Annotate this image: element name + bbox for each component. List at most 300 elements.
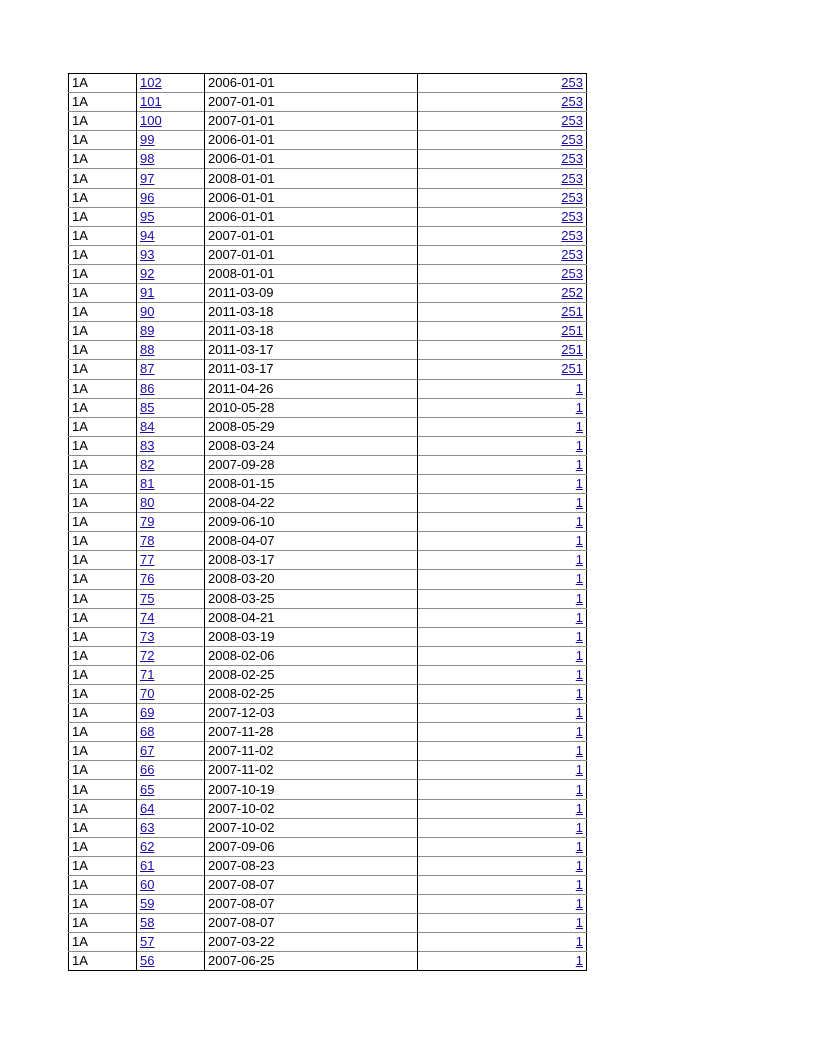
count-link[interactable]: 1: [575, 437, 583, 453]
id-cell: [137, 188, 205, 207]
id-link[interactable]: 67: [140, 743, 155, 759]
count-link[interactable]: 1: [575, 647, 583, 663]
id-link[interactable]: 70: [140, 686, 155, 702]
code-cell: 1A: [69, 665, 137, 684]
date-cell: 2007-11-02: [205, 742, 418, 761]
count-link[interactable]: 253: [561, 75, 583, 91]
count-link[interactable]: 1: [575, 380, 583, 396]
id-link[interactable]: 81: [140, 476, 155, 492]
count-cell: [418, 704, 587, 723]
count-cell: [418, 398, 587, 417]
count-link[interactable]: 253: [561, 151, 583, 167]
table-row: [69, 837, 587, 856]
code-cell: 1A: [69, 837, 137, 856]
count-link[interactable]: 1: [575, 495, 583, 511]
id-cell: [137, 761, 205, 780]
count-link[interactable]: 1: [575, 819, 583, 835]
id-cell: [137, 207, 205, 226]
count-cell: [418, 856, 587, 875]
id-link[interactable]: 100: [140, 113, 162, 129]
id-link[interactable]: 60: [140, 876, 155, 892]
count-link[interactable]: 253: [561, 170, 583, 186]
table-row: [69, 532, 587, 551]
count-cell: [418, 589, 587, 608]
table-row: [69, 933, 587, 952]
code-cell: 1A: [69, 513, 137, 532]
date-cell: 2011-03-17: [205, 341, 418, 360]
date-cell: 2007-10-02: [205, 799, 418, 818]
table-row: [69, 494, 587, 513]
code-cell: 1A: [69, 627, 137, 646]
count-cell: [418, 150, 587, 169]
count-cell: [418, 723, 587, 742]
code-cell: 1A: [69, 245, 137, 264]
date-cell: 2011-03-09: [205, 284, 418, 303]
table-row: [69, 818, 587, 837]
count-link[interactable]: 1: [575, 724, 583, 740]
table-row: [69, 150, 587, 169]
date-cell: 2008-03-25: [205, 589, 418, 608]
table-row: [69, 570, 587, 589]
id-link[interactable]: 74: [140, 609, 155, 625]
code-cell: 1A: [69, 608, 137, 627]
id-link[interactable]: 73: [140, 628, 155, 644]
id-link[interactable]: 69: [140, 705, 155, 721]
count-link[interactable]: 1: [575, 571, 583, 587]
date-cell: 2007-01-01: [205, 226, 418, 245]
count-cell: [418, 761, 587, 780]
code-cell: 1A: [69, 150, 137, 169]
id-cell: [137, 417, 205, 436]
id-link[interactable]: 95: [140, 208, 155, 224]
id-cell: [137, 93, 205, 112]
id-link[interactable]: 101: [140, 94, 162, 110]
table-row: [69, 761, 587, 780]
id-cell: [137, 818, 205, 837]
id-link[interactable]: 59: [140, 896, 155, 912]
count-link[interactable]: 1: [575, 476, 583, 492]
count-link[interactable]: 251: [561, 304, 583, 320]
id-cell: [137, 856, 205, 875]
date-cell: 2008-02-25: [205, 665, 418, 684]
id-link[interactable]: 97: [140, 170, 155, 186]
id-cell: [137, 646, 205, 665]
table-row: [69, 417, 587, 436]
date-cell: 2006-01-01: [205, 74, 418, 93]
date-cell: 2008-05-29: [205, 417, 418, 436]
date-cell: 2007-09-28: [205, 455, 418, 474]
date-cell: 2007-01-01: [205, 112, 418, 131]
code-cell: 1A: [69, 284, 137, 303]
id-cell: [137, 780, 205, 799]
id-cell: [137, 685, 205, 704]
code-cell: 1A: [69, 474, 137, 493]
count-cell: [418, 818, 587, 837]
id-link[interactable]: 58: [140, 915, 155, 931]
count-link[interactable]: 253: [561, 132, 583, 148]
code-cell: 1A: [69, 570, 137, 589]
count-cell: [418, 608, 587, 627]
table-row: [69, 207, 587, 226]
id-link[interactable]: 61: [140, 857, 155, 873]
date-cell: 2007-11-28: [205, 723, 418, 742]
count-cell: [418, 303, 587, 322]
id-cell: [137, 341, 205, 360]
id-cell: [137, 837, 205, 856]
table-row: [69, 551, 587, 570]
id-link[interactable]: 102: [140, 75, 162, 91]
id-cell: [137, 150, 205, 169]
id-link[interactable]: 63: [140, 819, 155, 835]
count-link[interactable]: 1: [575, 857, 583, 873]
id-cell: [137, 322, 205, 341]
count-cell: [418, 226, 587, 245]
id-link[interactable]: 77: [140, 552, 155, 568]
id-cell: [137, 131, 205, 150]
date-cell: 2008-02-06: [205, 646, 418, 665]
table-row: [69, 436, 587, 455]
count-link[interactable]: 1: [575, 628, 583, 644]
count-link[interactable]: 1: [575, 533, 583, 549]
id-cell: [137, 436, 205, 455]
code-cell: 1A: [69, 704, 137, 723]
date-cell: 2007-11-02: [205, 761, 418, 780]
count-cell: [418, 417, 587, 436]
count-cell: [418, 837, 587, 856]
id-cell: [137, 379, 205, 398]
table-row: [69, 112, 587, 131]
count-link[interactable]: 1: [575, 666, 583, 682]
id-link[interactable]: 64: [140, 800, 155, 816]
table-row: [69, 93, 587, 112]
table-row: [69, 398, 587, 417]
count-cell: [418, 207, 587, 226]
date-cell: 2006-01-01: [205, 207, 418, 226]
count-cell: [418, 914, 587, 933]
id-cell: [137, 799, 205, 818]
code-cell: 1A: [69, 856, 137, 875]
date-cell: 2008-01-15: [205, 474, 418, 493]
id-cell: [137, 914, 205, 933]
code-cell: 1A: [69, 169, 137, 188]
date-cell: 2010-05-28: [205, 398, 418, 417]
date-cell: 2008-04-07: [205, 532, 418, 551]
count-link[interactable]: 1: [575, 552, 583, 568]
count-cell: [418, 799, 587, 818]
code-cell: 1A: [69, 303, 137, 322]
count-link[interactable]: 251: [561, 342, 583, 358]
date-cell: 2007-06-25: [205, 952, 418, 971]
id-cell: [137, 303, 205, 322]
count-cell: [418, 646, 587, 665]
id-link[interactable]: 72: [140, 647, 155, 663]
table-row: [69, 646, 587, 665]
table-row: [69, 875, 587, 894]
code-cell: 1A: [69, 207, 137, 226]
table-row: [69, 780, 587, 799]
date-cell: 2008-03-20: [205, 570, 418, 589]
code-cell: 1A: [69, 952, 137, 971]
date-cell: 2009-06-10: [205, 513, 418, 532]
count-link[interactable]: 1: [575, 418, 583, 434]
count-link[interactable]: 1: [575, 934, 583, 950]
table-row: [69, 226, 587, 245]
id-cell: [137, 360, 205, 379]
id-link[interactable]: 96: [140, 189, 155, 205]
date-cell: 2007-08-07: [205, 895, 418, 914]
count-link[interactable]: 1: [575, 705, 583, 721]
code-cell: 1A: [69, 93, 137, 112]
id-cell: [137, 551, 205, 570]
count-cell: [418, 169, 587, 188]
id-cell: [137, 895, 205, 914]
count-link[interactable]: 1: [575, 399, 583, 415]
code-cell: 1A: [69, 742, 137, 761]
count-link[interactable]: 1: [575, 915, 583, 931]
count-cell: [418, 875, 587, 894]
count-cell: [418, 284, 587, 303]
table-row: [69, 245, 587, 264]
count-link[interactable]: 253: [561, 208, 583, 224]
count-link[interactable]: 1: [575, 456, 583, 472]
table-row: [69, 723, 587, 742]
date-cell: 2008-03-24: [205, 436, 418, 455]
date-cell: 2006-01-01: [205, 131, 418, 150]
table-row: [69, 856, 587, 875]
code-cell: 1A: [69, 131, 137, 150]
count-cell: [418, 933, 587, 952]
date-cell: 2011-03-18: [205, 322, 418, 341]
table-row: [69, 704, 587, 723]
code-cell: 1A: [69, 226, 137, 245]
code-cell: 1A: [69, 455, 137, 474]
id-link[interactable]: 66: [140, 762, 155, 778]
table-row: [69, 895, 587, 914]
code-cell: 1A: [69, 780, 137, 799]
id-cell: [137, 933, 205, 952]
date-cell: 2007-03-22: [205, 933, 418, 952]
count-link[interactable]: 1: [575, 953, 583, 969]
count-link[interactable]: 1: [575, 686, 583, 702]
code-cell: 1A: [69, 818, 137, 837]
code-cell: 1A: [69, 685, 137, 704]
id-link[interactable]: 93: [140, 246, 155, 262]
code-cell: 1A: [69, 914, 137, 933]
date-cell: 2007-01-01: [205, 93, 418, 112]
count-cell: [418, 780, 587, 799]
count-link[interactable]: 1: [575, 876, 583, 892]
id-link[interactable]: 88: [140, 342, 155, 358]
count-link[interactable]: 1: [575, 838, 583, 854]
id-link[interactable]: 84: [140, 418, 155, 434]
table-row: [69, 341, 587, 360]
table-row: [69, 188, 587, 207]
code-cell: 1A: [69, 188, 137, 207]
id-link[interactable]: 65: [140, 781, 155, 797]
date-cell: 2006-01-01: [205, 150, 418, 169]
count-link[interactable]: 253: [561, 246, 583, 262]
table-row: [69, 74, 587, 93]
id-cell: [137, 532, 205, 551]
table-row: [69, 284, 587, 303]
date-cell: 2008-02-25: [205, 685, 418, 704]
count-cell: [418, 112, 587, 131]
count-cell: [418, 188, 587, 207]
id-link[interactable]: 79: [140, 514, 155, 530]
id-link[interactable]: 76: [140, 571, 155, 587]
date-cell: 2008-01-01: [205, 264, 418, 283]
count-cell: [418, 952, 587, 971]
id-link[interactable]: 86: [140, 380, 155, 396]
count-link[interactable]: 253: [561, 94, 583, 110]
count-link[interactable]: 1: [575, 781, 583, 797]
count-cell: [418, 494, 587, 513]
date-cell: 2008-03-19: [205, 627, 418, 646]
count-link[interactable]: 253: [561, 113, 583, 129]
date-cell: 2011-03-18: [205, 303, 418, 322]
id-cell: [137, 665, 205, 684]
count-cell: [418, 685, 587, 704]
table-row: [69, 799, 587, 818]
code-cell: 1A: [69, 417, 137, 436]
date-cell: 2008-04-22: [205, 494, 418, 513]
table-row: [69, 169, 587, 188]
count-cell: [418, 532, 587, 551]
id-cell: [137, 952, 205, 971]
table-row: [69, 303, 587, 322]
id-link[interactable]: 87: [140, 361, 155, 377]
count-link[interactable]: 1: [575, 590, 583, 606]
id-cell: [137, 704, 205, 723]
count-cell: [418, 627, 587, 646]
date-cell: 2007-08-23: [205, 856, 418, 875]
count-link[interactable]: 252: [561, 285, 583, 301]
code-cell: 1A: [69, 933, 137, 952]
id-link[interactable]: 62: [140, 838, 155, 854]
id-link[interactable]: 57: [140, 934, 155, 950]
id-cell: [137, 169, 205, 188]
code-cell: 1A: [69, 551, 137, 570]
code-cell: 1A: [69, 875, 137, 894]
id-link[interactable]: 82: [140, 456, 155, 472]
date-cell: 2007-08-07: [205, 875, 418, 894]
id-link[interactable]: 75: [140, 590, 155, 606]
code-cell: 1A: [69, 398, 137, 417]
count-cell: [418, 131, 587, 150]
count-cell: [418, 360, 587, 379]
id-cell: [137, 398, 205, 417]
table-row: [69, 131, 587, 150]
date-cell: 2006-01-01: [205, 188, 418, 207]
id-link[interactable]: 83: [140, 437, 155, 453]
code-cell: 1A: [69, 895, 137, 914]
id-link[interactable]: 68: [140, 724, 155, 740]
date-cell: 2007-10-02: [205, 818, 418, 837]
count-link[interactable]: 253: [561, 227, 583, 243]
id-cell: [137, 284, 205, 303]
count-link[interactable]: 251: [561, 361, 583, 377]
id-link[interactable]: 80: [140, 495, 155, 511]
count-link[interactable]: 1: [575, 800, 583, 816]
table-body: [69, 74, 587, 971]
id-cell: [137, 513, 205, 532]
date-cell: 2011-03-17: [205, 360, 418, 379]
table-row: [69, 665, 587, 684]
date-cell: 2008-03-17: [205, 551, 418, 570]
id-link[interactable]: 90: [140, 304, 155, 320]
data-table: [68, 73, 587, 971]
id-cell: [137, 455, 205, 474]
count-link[interactable]: 1: [575, 609, 583, 625]
code-cell: 1A: [69, 112, 137, 131]
id-cell: [137, 742, 205, 761]
id-link[interactable]: 78: [140, 533, 155, 549]
code-cell: 1A: [69, 436, 137, 455]
date-cell: 2008-01-01: [205, 169, 418, 188]
id-link[interactable]: 98: [140, 151, 155, 167]
date-cell: 2011-04-26: [205, 379, 418, 398]
code-cell: 1A: [69, 494, 137, 513]
id-cell: [137, 627, 205, 646]
table-row: [69, 455, 587, 474]
table-row: [69, 322, 587, 341]
table-row: [69, 952, 587, 971]
count-link[interactable]: 1: [575, 762, 583, 778]
id-cell: [137, 112, 205, 131]
count-cell: [418, 379, 587, 398]
count-cell: [418, 341, 587, 360]
count-cell: [418, 322, 587, 341]
table-row: [69, 685, 587, 704]
count-link[interactable]: 1: [575, 743, 583, 759]
id-cell: [137, 74, 205, 93]
count-cell: [418, 570, 587, 589]
id-link[interactable]: 94: [140, 227, 155, 243]
id-link[interactable]: 92: [140, 265, 155, 281]
date-cell: 2007-01-01: [205, 245, 418, 264]
count-cell: [418, 513, 587, 532]
count-cell: [418, 665, 587, 684]
id-link[interactable]: 91: [140, 285, 155, 301]
id-cell: [137, 264, 205, 283]
date-cell: 2008-04-21: [205, 608, 418, 627]
count-link[interactable]: 253: [561, 189, 583, 205]
count-cell: [418, 455, 587, 474]
table-row: [69, 742, 587, 761]
table-row: [69, 379, 587, 398]
id-link[interactable]: 89: [140, 323, 155, 339]
count-link[interactable]: 253: [561, 265, 583, 281]
table-row: [69, 589, 587, 608]
id-cell: [137, 589, 205, 608]
count-cell: [418, 74, 587, 93]
id-link[interactable]: 85: [140, 399, 155, 415]
id-cell: [137, 608, 205, 627]
count-cell: [418, 895, 587, 914]
count-link[interactable]: 1: [575, 514, 583, 530]
id-link[interactable]: 56: [140, 953, 155, 969]
id-cell: [137, 474, 205, 493]
id-link[interactable]: 71: [140, 666, 155, 682]
count-cell: [418, 474, 587, 493]
id-link[interactable]: 99: [140, 132, 155, 148]
count-link[interactable]: 251: [561, 323, 583, 339]
code-cell: 1A: [69, 723, 137, 742]
code-cell: 1A: [69, 761, 137, 780]
count-link[interactable]: 1: [575, 896, 583, 912]
id-cell: [137, 494, 205, 513]
code-cell: 1A: [69, 646, 137, 665]
